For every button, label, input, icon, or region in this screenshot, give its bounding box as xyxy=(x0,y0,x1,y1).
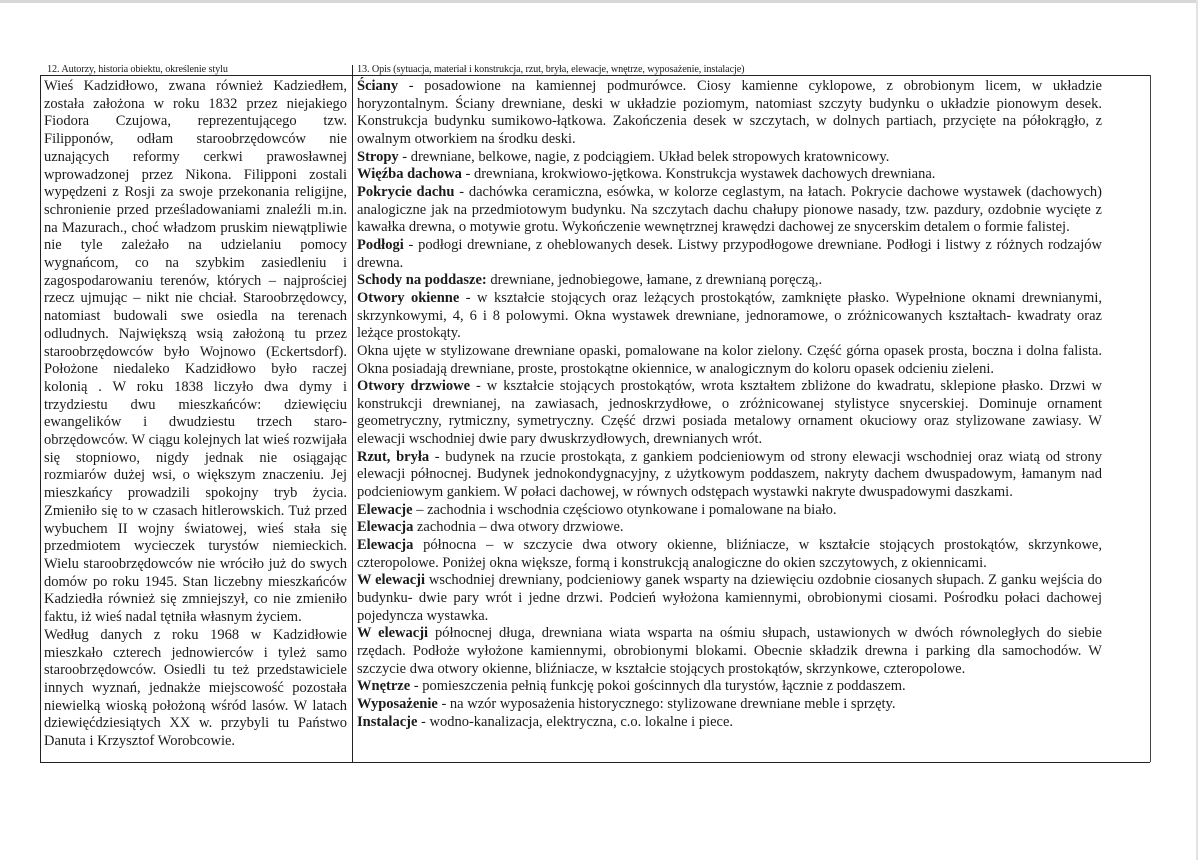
history-paragraph-1: Wieś Kadzidłowo, zwana również Kadziedłem, została założona w roku 1832 przez niejakiego Fiodora Czujowa, reprezentującego tzw. Filipponów, odłam staroobrzędowców nie uznających reformy cerkwi prawosławnej wprowadzonej przez Nikona. Filipponi zostali wypędzeni z Rosji za swoje przekonania religijne, schronienie przed prześladowaniami znaleźli m.in. na Mazurach., choć władzom pruskim niewątpliwie nie tyle zależało na udzielaniu pomocy wygnańcom, co na szybkim zasiedleniu i zagospodarowaniu terenów, których – najprościej rzecz ujmując – nikt nie chciał. Staroobrzędowcy, natomiast budowali swe osiedla na terenach odludnych. Największą wsią założoną tu przez staroobrzędowców było Wojnowo (Eckertsdorf). Położone niedaleko Kadzidłowo było raczej kolonią . W roku 1838 liczyło dwa dymy i trzydziestu dwu mieszkańców: dziewięciu ewangelików i dwudziestu trzech staro-obrzędowców. W ciągu kolejnych lat wieś rozwijała się stopniowo, nigdy jednak nie osiągając rozmiarów dużej wsi, o większym znaczeniu. Jej mieszkańcy prowadzili spokojny tryb życia. Zmieniło się to w czasach hitlerowskich. Tuż przed wybuchem II wojny światowej, wieś stała się przedmiotem wycieczek turystów niemieckich. Wielu staroobrzędowców nie wróciło już do swych domów po roku 1945. Stan liczebny mieszkańców Kadziedła również się zmniejszył, co nie zmieniło faktu, iż wieś nadal tętniła własnym życiem. xyxy=(44,78,347,626)
term-text: północnej długa, drewniana wiata wsparta na ośmiu słupach, ustawionych w dwóch równoległych do siebie rzędach. Podłoże wyłożone kamiennymi, obrobionymi blokami. Obecnie składzik drewna i parking dla samochodów. W szczycie dwa otwory okienne, bliźniacze, w kształcie stojących prostokątów, skrzynkowe, czteropolowe. xyxy=(357,625,1102,677)
term-label: Stropy xyxy=(357,148,399,165)
description-elevations xyxy=(357,502,1102,520)
term-text: - wodno-kanalizacja, elektryczna, c.o. lokalne i piece. xyxy=(417,713,734,730)
term-label: Wyposażenie xyxy=(357,695,438,712)
term-label: Pokrycie dachu xyxy=(357,183,455,200)
frame-top-rule xyxy=(40,75,1150,76)
term-text: – zachodnia i wschodnia częściowo otynkowane i pomalowane na biało. xyxy=(412,501,837,518)
term-text: - posadowione na kamiennej podmurówce. Ciosy kamienne cyklopowe, z obrobionym licem, w układzie horyzontalnym. Ściany drewniane, deski w układzie poziomym, natomiast szczyty budynku o układzie pionowym desek. Konstrukcja budynku sumikowo-łątkowa. Zakończenia desek w szczytach, w dolnych partiach, przycięte na półokrągło, z owalnym otworkiem na środku deski. xyxy=(357,78,1102,147)
term-label: Otwory okienne xyxy=(357,289,460,306)
term-text: - podłogi drewniane, z oheblowanych desek. Listwy przypodłogowe drewniane. Podłogi i listwy z różnych rodzajów drewna. xyxy=(357,236,1102,271)
term-text: zachodnia – dwa otwory drzwiowe. xyxy=(413,519,624,536)
description-column xyxy=(357,78,1102,731)
description-doors xyxy=(357,378,1102,449)
description-windows xyxy=(357,290,1102,343)
term-text: - dachówka ceramiczna, esówka, w kolorze ceglastym, na łatach. Pokrycie dachowe wystawek (dachowych) analogiczne jak na przedmiotowym budynku. Na szczytach dachu chałupy pionowe nasady, tzw. pazdury, ozdobnie wycięte z kawałka drewna, o motywie grotu. Wykończenie wewnętrznej krawędzi dachowej ze snycerskim detalem o formie falistej. xyxy=(357,183,1102,236)
description-installations xyxy=(357,714,1102,732)
description-window-frames xyxy=(357,343,1102,378)
description-north-shed xyxy=(357,625,1102,678)
frame-left-rule xyxy=(40,75,41,762)
term-text: - drewniane, belkowe, nagie, z podciągiem. Układ belek stropowych kratownicowy. xyxy=(398,148,890,165)
description-ceilings xyxy=(357,149,1102,167)
term-text: - budynek na rzucie prostokąta, z gankiem podcieniowym od strony elewacji wschodniej oraz wiatą od strony elewacji północnej. Budynek jednokondygnacyjny, z użytkowym poddaszem, nakryty dachem dwuspadowym, łamanym nad podcieniowym gankiem. W połaci dachowej, w równych odstępach wystawki nakryte dwuspadowymi daszkami. xyxy=(357,448,1102,501)
description-stairs xyxy=(357,272,1102,290)
term-label: Elewacje xyxy=(357,501,413,518)
column-divider xyxy=(352,65,353,762)
scan-top-edge xyxy=(0,0,1198,3)
description-floors xyxy=(357,237,1102,272)
term-text: - w kształcie stojących prostokątów, wrota kształtem zbliżone do kwadratu, sklepione płasko. Drzwi w konstrukcji drewnianej, na zawiasach, jednoskrzydłowe, o zróżnicowanej stylistyce snycerskiej. Dominuje ornament geometryczny, rytmiczny, symetryczny. Część drzwi posiada metalowy ornament okuciowy oraz stylizowane zawiasy. W elewacji wschodniej dwie pary dwuskrzydłowych, drewnianych wrót. xyxy=(357,378,1102,448)
term-label: Więźba dachowa xyxy=(357,166,462,183)
term-label: Elewacja xyxy=(357,537,414,554)
frame-right-rule xyxy=(1150,75,1151,762)
description-interior xyxy=(357,678,1102,696)
term-label: Elewacja xyxy=(357,519,414,536)
description-west-elevation xyxy=(357,519,1102,537)
description-furnishings xyxy=(357,696,1102,714)
history-paragraph-2: Według danych z roku 1968 w Kadzidłowie mieszkało czterech jednowierców i tyleż samo staroobrzędowców. Osiedli tu też przedstawiciele innych wyznań, jednakże miejscowość pozostała niewielką wioską położoną wśród lasów. W latach dziewięćdziesiątych XX w. przybyli tu Państwo Danuta i Krzysztof Worobcowie. xyxy=(44,626,347,750)
term-label: Ściany xyxy=(357,78,399,94)
description-plan xyxy=(357,449,1102,502)
frame-bottom-rule xyxy=(40,762,1150,763)
term-text: - pomieszczenia pełnią funkcję pokoi gościnnych dla turystów, łącznie z poddaszem. xyxy=(410,678,906,695)
description-east-porch xyxy=(357,572,1102,625)
term-label: Wnętrze xyxy=(357,678,411,695)
term-text: Okna ujęte w stylizowane drewniane opaski, pomalowane na kolor zielony. Część górna opasek prosta, boczna i dolna falista. Okna posiadają drewniane, proste, prostokątne okiennice, w analogicznym do koloru opasek odcieniu zieleni. xyxy=(357,342,1102,377)
term-label: W elewacji xyxy=(357,572,425,589)
description-roofing xyxy=(357,184,1102,237)
description-walls xyxy=(357,78,1102,149)
term-label: Rzut, bryła xyxy=(357,448,430,465)
term-text: drewniane, jednobiegowe, łamane, z drewnianą poręczą,. xyxy=(486,272,823,289)
term-text: - na wzór wyposażenia historycznego: stylizowane drewniane meble i sprzęty. xyxy=(437,695,896,712)
section-12-header: 12. Autorzy, historia obiektu, określenie stylu xyxy=(47,64,228,75)
term-label: Otwory drzwiowe xyxy=(357,378,471,395)
description-roof-truss xyxy=(357,166,1102,184)
history-column xyxy=(44,78,347,751)
term-text: północna – w szczycie dwa otwory okienne, bliźniacze, w kształcie stojących prostokątów, skrzynkowe, czteropolowe. Poniżej okna większe, formą i konstrukcją analogiczne do okien szczytowych, z okiennicami. xyxy=(357,537,1102,571)
term-label: Podłogi xyxy=(357,236,404,253)
term-text: - w kształcie stojących oraz leżących prostokątów, zamknięte płasko. Wypełnione oknami drewnianymi, skrzynkowymi, 4, 6 i 8 polowymi. Okna wystawek drewniane, jednoramowe, o zróżnicowanych kształtach- kwadraty oraz leżące prostokąty. xyxy=(357,289,1102,342)
term-label: Schody na poddasze: xyxy=(357,272,487,289)
term-text: - drewniana, krokwiowo-jętkowa. Konstrukcja wystawek dachowych drewniana. xyxy=(461,166,936,183)
term-label: Instalacje xyxy=(357,713,418,730)
section-13-header: 13. Opis (sytuacja, materiał i konstrukcja, rzut, bryła, elewacje, wnętrze, wyposażenie, instalacje) xyxy=(357,64,745,75)
term-label: W elewacji xyxy=(357,625,429,642)
term-text: wschodniej drewniany, podcieniowy ganek wsparty na dziewięciu ozdobnie ciosanych słupach. Z ganku wejścia do budynku- dwie pary wrót i jedne drzwi. Podcień wyłożona kamiennymi, obrobionymi ciosami. Pośrodku połaci dachowej pojedyncza wystawka. xyxy=(357,572,1102,624)
description-north-elevation xyxy=(357,537,1102,572)
